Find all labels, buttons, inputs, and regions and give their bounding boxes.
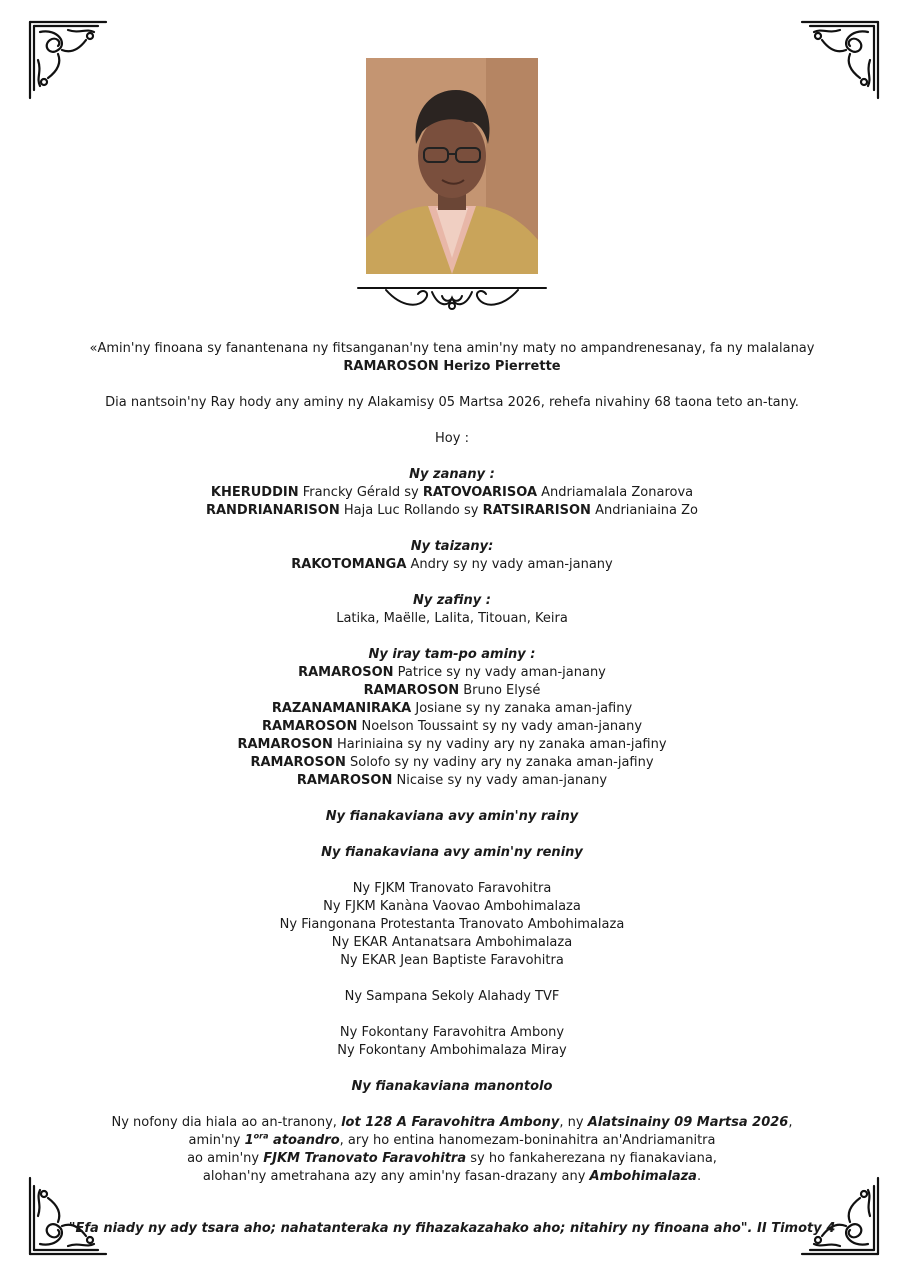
fokontany-item: Ny Fokontany Faravohitra Ambony (339, 1025, 565, 1040)
closing-quote: "Efa niady ny ady tsara aho; nahatanteraka ny fihazakazahako aho; nitahiry ny finoana aho". II Timoty 4 (68, 1221, 836, 1236)
church-item: Ny EKAR Jean Baptiste Faravohitra (340, 953, 564, 968)
church-item: Ny FJKM Kanàna Vaovao Ambohimalaza (323, 899, 581, 914)
zanany-heading: Ny zanany : (409, 467, 495, 482)
zanany-row: KHERUDDIN Francky Gérald sy RATOVOARISOA Andriamalala Zonarova (210, 485, 694, 500)
sibling-row: RAZANAMANIRAKA Josiane sy ny zanaka aman-jafiny (271, 701, 633, 716)
deceased-name: RAMAROSON Herizo Pierrette (343, 359, 561, 374)
sibling-row: RAMAROSON Solofo sy ny vadiny ary ny zanaka aman-jafiny (250, 755, 654, 770)
sampana-line: Ny Sampana Sekoly Alahady TVF (344, 989, 560, 1004)
ornamental-corner-icon (28, 1176, 108, 1256)
fianakaviana-manontolo: Ny fianakaviana manontolo (351, 1079, 553, 1094)
funeral-notice-line: amin'ny $1^{ora}$ atoandro, ary ho entina hanomezam-boninahitra an'Andriamanitra (188, 1131, 716, 1148)
ornamental-corner-icon (800, 20, 880, 100)
taizany-heading: Ny taizany: (410, 539, 494, 554)
church-item: Ny FJKM Tranovato Faravohitra (352, 881, 552, 896)
funeral-notice-line: alohan'ny ametrahana azy any amin'ny fasan-drazany any Ambohimalaza. (202, 1169, 702, 1184)
church-item: Ny EKAR Antanatsara Ambohimalaza (331, 935, 573, 950)
ornamental-flourish-icon (356, 284, 548, 314)
ornamental-corner-icon (28, 20, 108, 100)
funeral-notice-line: ao amin'ny FJKM Tranovato Faravohitra sy ho fankaherezana ny fianakaviana, (187, 1151, 717, 1166)
ornamental-corner-icon (800, 1176, 880, 1256)
zafiny-names: Latika, Maëlle, Lalita, Titouan, Keira (336, 611, 568, 626)
church-item: Ny Fiangonana Protestanta Tranovato Ambohimalaza (279, 917, 625, 932)
obituary-body (60, 340, 844, 1186)
sibling-row: RAMAROSON Patrice sy ny vady aman-janany (298, 665, 606, 680)
iray-tampo-heading: Ny iray tam-po aminy : (368, 647, 536, 662)
sibling-row: RAMAROSON Nicaise sy ny vady aman-janany (296, 773, 608, 788)
taizany-row: RAKOTOMANGA Andry sy ny vady aman-janany (291, 557, 613, 572)
funeral-notice-line: Ny nofony dia hiala ao an-tranony, lot 128 A Faravohitra Ambony, ny Alatsinainy 09 Martsa 2026, (111, 1115, 793, 1130)
zanany-row: RANDRIANARISON Haja Luc Rollando sy RATSIRARISON Andrianiaina Zo (205, 503, 699, 518)
hoy-label: Hoy : (435, 431, 469, 446)
fokontany-item: Ny Fokontany Ambohimalaza Miray (337, 1043, 567, 1058)
fianakaviana-rainy: Ny fianakaviana avy amin'ny rainy (325, 809, 579, 824)
intro-line: «Amin'ny finoana sy fanantenana ny fitsanganan'ny tena amin'ny maty no ampandrenesanay, fa ny malalanay (89, 341, 815, 356)
sibling-row: RAMAROSON Noelson Toussaint sy ny vady aman-janany (261, 719, 643, 734)
sibling-row: RAMAROSON Bruno Elysé (363, 683, 541, 698)
fianakaviana-reniny: Ny fianakaviana avy amin'ny reniny (321, 845, 583, 860)
portrait-photo (366, 58, 538, 274)
sibling-row: RAMAROSON Hariniaina sy ny vadiny ary ny zanaka aman-jafiny (237, 737, 667, 752)
zafiny-heading: Ny zafiny : (413, 593, 491, 608)
death-announcement: Dia nantsoin'ny Ray hody any aminy ny Alakamisy 05 Martsa 2026, rehefa nivahiny 68 taona teto an-tany. (105, 395, 799, 410)
